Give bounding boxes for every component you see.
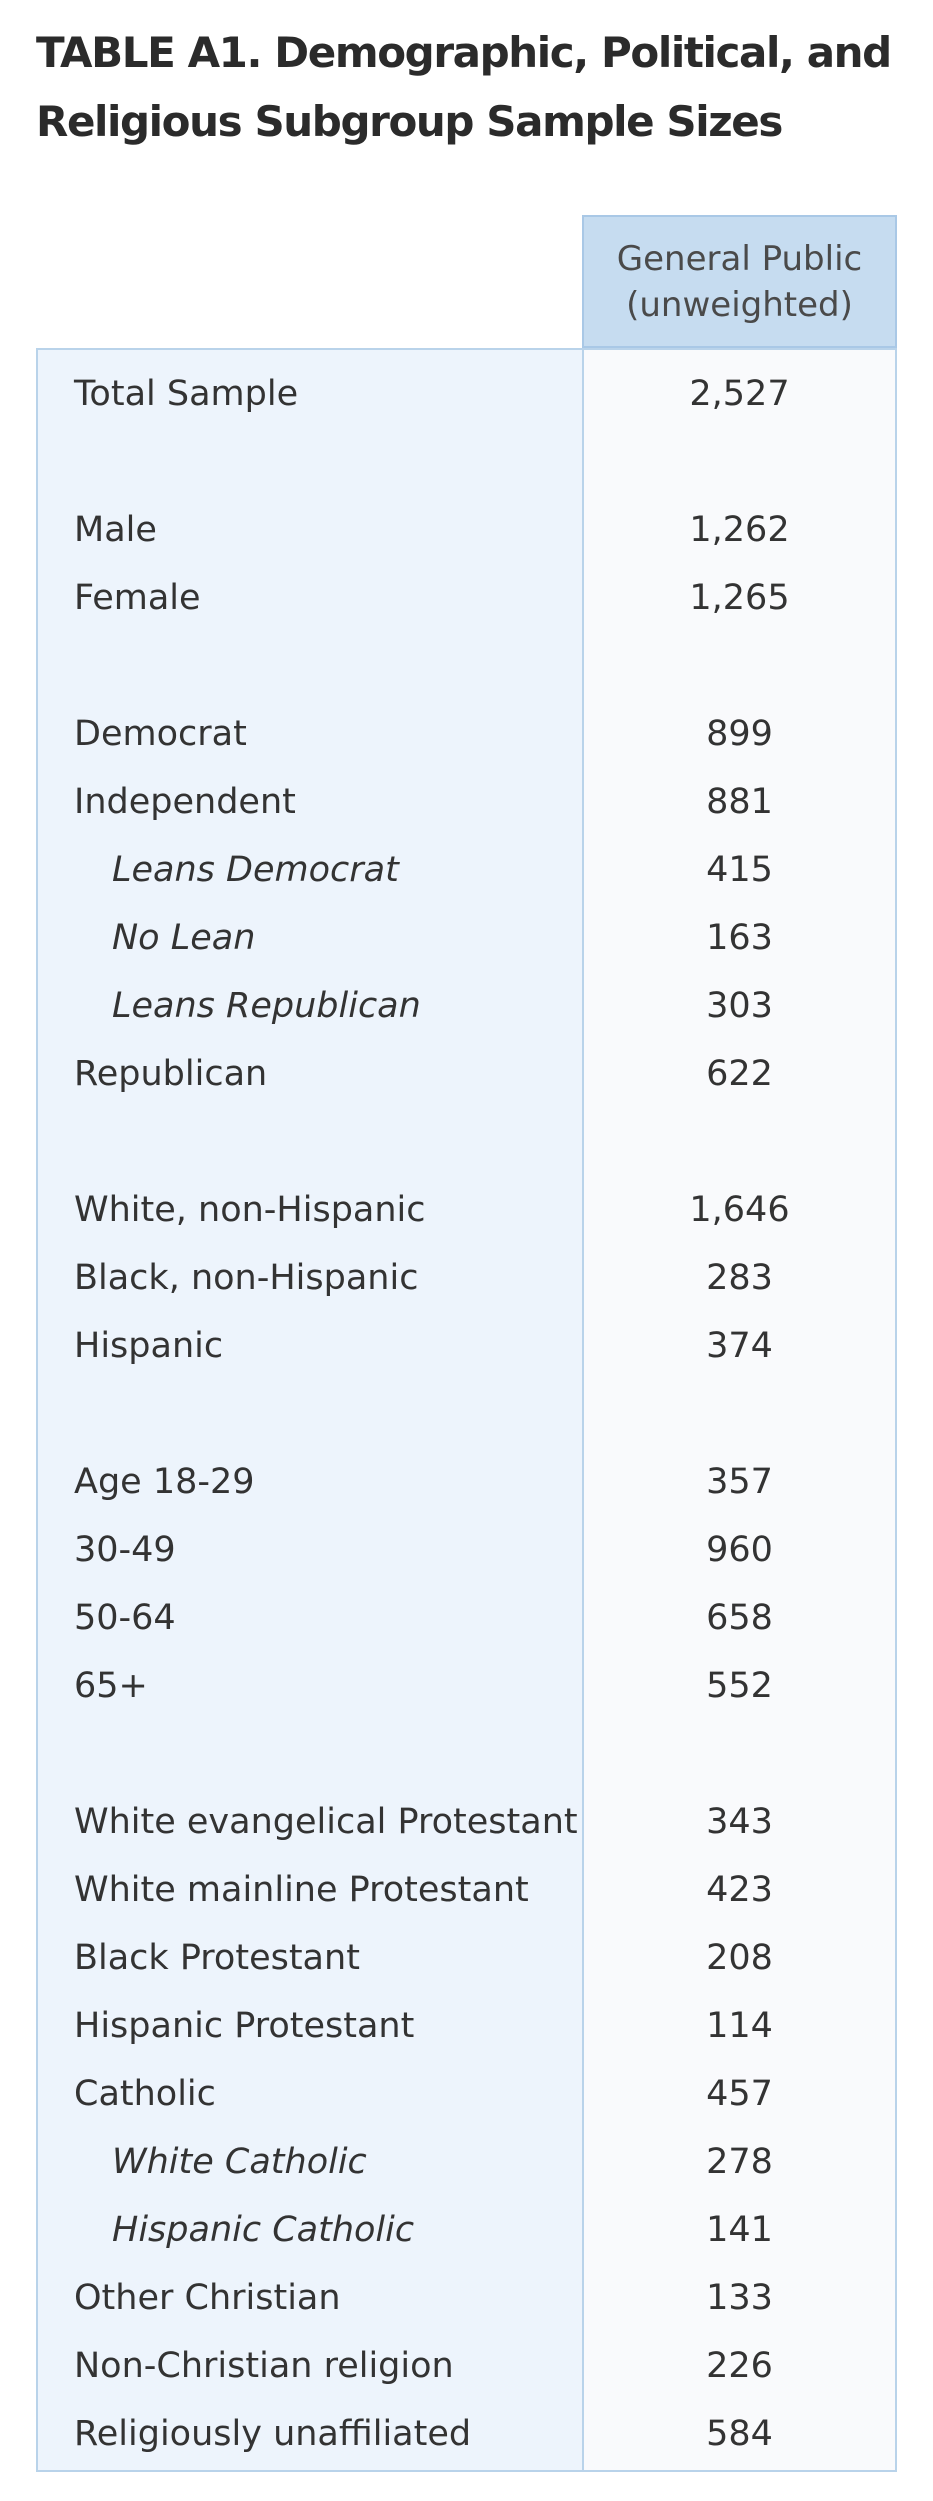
table-row xyxy=(38,700,895,768)
row-label: Independent xyxy=(74,782,296,822)
row-value: 133 xyxy=(706,2278,773,2318)
table-row xyxy=(38,972,895,1040)
table-row xyxy=(38,1924,895,1992)
row-label: Female xyxy=(74,578,201,618)
column-header-general-public xyxy=(582,215,897,348)
row-value: 415 xyxy=(706,850,773,890)
row-value: 881 xyxy=(706,782,773,822)
row-label: White, non-Hispanic xyxy=(74,1190,426,1230)
row-value: 960 xyxy=(706,1530,773,1570)
row-value: 303 xyxy=(706,986,773,1026)
row-value: 226 xyxy=(706,2346,773,2386)
row-label: Non-Christian religion xyxy=(74,2346,454,2386)
row-value: 899 xyxy=(706,714,773,754)
row-label: Male xyxy=(74,510,157,550)
table-row xyxy=(38,768,895,836)
table-row xyxy=(38,2264,895,2332)
row-label: 50-64 xyxy=(74,1598,176,1638)
row-value: 423 xyxy=(706,1870,773,1910)
row-label: White mainline Protestant xyxy=(74,1870,529,1910)
row-value: 622 xyxy=(706,1054,773,1094)
table-row xyxy=(38,2196,895,2264)
table-row xyxy=(38,2128,895,2196)
row-value: 1,262 xyxy=(689,510,790,550)
row-value: 343 xyxy=(706,1802,773,1842)
table-row xyxy=(38,836,895,904)
row-value: 283 xyxy=(706,1258,773,1298)
table-row xyxy=(38,1176,895,1244)
row-label: Age 18-29 xyxy=(74,1462,255,1502)
table-row xyxy=(38,1584,895,1652)
row-value: 163 xyxy=(706,918,773,958)
table-row xyxy=(38,1516,895,1584)
row-label: Democrat xyxy=(74,714,247,754)
row-value: 141 xyxy=(706,2210,773,2250)
table-row xyxy=(38,1788,895,1856)
table-row xyxy=(38,2332,895,2400)
table-row xyxy=(38,1312,895,1380)
table-row xyxy=(38,1652,895,1720)
row-label: Hispanic Catholic xyxy=(112,2210,415,2250)
row-label: Republican xyxy=(74,1054,268,1094)
table-row xyxy=(38,360,895,428)
row-value: 357 xyxy=(706,1462,773,1502)
row-value: 552 xyxy=(706,1666,773,1706)
row-label: No Lean xyxy=(112,918,256,958)
row-label: White evangelical Protestant xyxy=(74,1802,578,1842)
row-label: 30-49 xyxy=(74,1530,176,1570)
column-header-line-1: General Public xyxy=(616,238,863,279)
title-line-2: Religious Subgroup Sample Sizes xyxy=(36,97,782,146)
sample-size-table xyxy=(36,348,897,2472)
row-label: Hispanic xyxy=(74,1326,224,1366)
row-label: Hispanic Protestant xyxy=(74,2006,415,2046)
table-row xyxy=(38,564,895,632)
row-value: 1,646 xyxy=(689,1190,790,1230)
row-label: Leans Democrat xyxy=(112,850,399,890)
table-row xyxy=(38,1040,895,1108)
table-row xyxy=(38,496,895,564)
row-label: Catholic xyxy=(74,2074,216,2114)
table-row xyxy=(38,904,895,972)
table-row xyxy=(38,1856,895,1924)
row-label: Black, non-Hispanic xyxy=(74,1258,419,1298)
row-label: Leans Republican xyxy=(112,986,421,1026)
row-label: Total Sample xyxy=(74,374,299,414)
row-value: 278 xyxy=(706,2142,773,2182)
row-label: Black Protestant xyxy=(74,1938,360,1978)
row-value: 114 xyxy=(706,2006,773,2046)
row-value: 1,265 xyxy=(689,578,790,618)
column-header-line-2: (unweighted) xyxy=(626,284,853,325)
row-value: 2,527 xyxy=(689,374,790,414)
table-row xyxy=(38,2060,895,2128)
row-label: Religiously unaffiliated xyxy=(74,2414,472,2454)
row-value: 374 xyxy=(706,1326,773,1366)
row-value: 584 xyxy=(706,2414,773,2454)
row-value: 208 xyxy=(706,1938,773,1978)
table-row xyxy=(38,2400,895,2468)
row-label: 65+ xyxy=(74,1666,148,1706)
title-line-1: TABLE A1. Demographic, Political, and xyxy=(36,28,891,77)
row-label: Other Christian xyxy=(74,2278,341,2318)
row-value: 457 xyxy=(706,2074,773,2114)
table-row xyxy=(38,1448,895,1516)
table-title xyxy=(36,18,896,156)
table-row xyxy=(38,1992,895,2060)
row-label: White Catholic xyxy=(112,2142,367,2182)
table-row xyxy=(38,1244,895,1312)
row-value: 658 xyxy=(706,1598,773,1638)
